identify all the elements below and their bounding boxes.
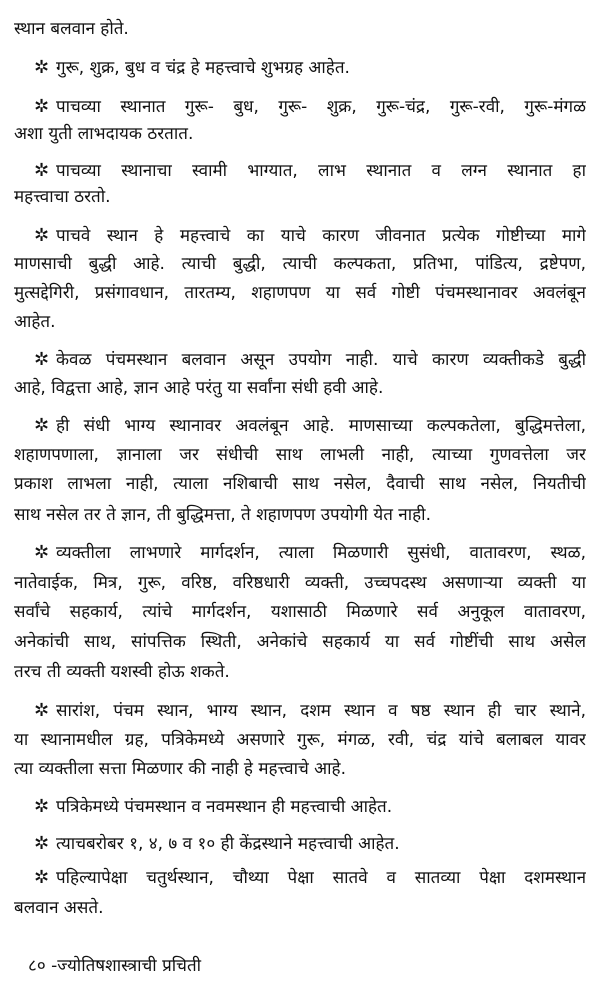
- star-bullet-icon: ✲: [34, 700, 50, 721]
- star-bullet-icon: ✲: [34, 542, 50, 563]
- text-line: शहाणपणाला, ज्ञानाला जर संधीची साथ लाभली नाही, त्याच्या गुणवत्तेला जर: [14, 445, 586, 465]
- book-title: -ज्योतिषशास्त्राची प्रचिती: [51, 956, 202, 976]
- star-bullet-icon: ✲: [34, 833, 50, 854]
- bullet-line: ✲ त्याचबरोबर १, ४, ७ व १० ही केंद्रस्थाने महत्त्वाची आहेत.: [34, 833, 400, 854]
- text-line: बलवान असते.: [14, 898, 104, 918]
- star-bullet-icon: ✲: [34, 57, 50, 78]
- text-line: तरच ती व्यक्ती यशस्वी होऊ शकते.: [14, 662, 230, 682]
- text-line: सर्वांचे सहकार्य, त्यांचे मार्गदर्शन, यशासाठी मिळणारे सर्व अनुकूल वातावरण,: [14, 602, 586, 622]
- text-line: माणसाची बुद्धी आहे. त्याची बुद्धी, त्याची कल्पकता, प्रतिभा, पांडित्य, द्रष्टेपण,: [14, 254, 586, 274]
- page-number: ८०: [28, 956, 46, 976]
- star-bullet-icon: ✲: [34, 160, 50, 181]
- text-line: आहेत.: [14, 312, 56, 332]
- text-line: महत्त्वाचा ठरतो.: [14, 187, 111, 207]
- text-line: अनेकांची साथ, सांपत्तिक स्थिती, अनेकांचे सहकार्य या सर्व गोष्टींची साथ असेल: [14, 632, 586, 652]
- star-bullet-icon: ✲: [34, 867, 50, 888]
- bullet-line: ✲ पहिल्यापेक्षा चतुर्थस्थान, चौथ्या पेक्षा सातवे व सातव्या पेक्षा दशमस्थान: [34, 867, 586, 888]
- page-footer: [28, 955, 201, 977]
- text-line: अशा युती लाभदायक ठरतात.: [14, 124, 194, 144]
- bullet-line: ✲ केवळ पंचमस्थान बलवान असून उपयोग नाही. याचे कारण व्यक्तीकडे बुद्धी: [34, 349, 586, 370]
- star-bullet-icon: ✲: [34, 415, 50, 436]
- text-line: नातेवाईक, मित्र, गुरू, वरिष्ठ, वरिष्ठधारी व्यक्ती, उच्चपदस्थ असणाऱ्या व्यक्ती या: [14, 573, 586, 593]
- bullet-line: ✲ पाचवे स्थान हे महत्त्वाचे का याचे कारण जीवनात प्रत्येक गोष्टीच्या मागे: [34, 225, 586, 246]
- text-line: आहे, विद्वत्ता आहे, ज्ञान आहे परंतु या सर्वांना संधी हवी आहे.: [14, 378, 384, 398]
- bullet-line: ✲ ही संधी भाग्य स्थानावर अवलंबून आहे. माणसाच्या कल्पकतेला, बुद्धिमत्तेला,: [34, 415, 586, 436]
- text-line: स्थान बलवान होते.: [14, 19, 129, 39]
- text-line: प्रकाश लाभला नाही, त्याला नशिबाची साथ नसेल, दैवाची साथ नसेल, नियतीची: [14, 474, 586, 494]
- text-line: या स्थानामधील ग्रह, पत्रिकेमध्ये असणारे गुरू, मंगळ, रवी, चंद्र यांचे बलाबल यावर: [14, 730, 586, 750]
- text-line: मुत्सद्देगिरी, प्रसंगावधान, तारतम्य, शहाणपण या सर्व गोष्टी पंचमस्थानावर अवलंबून: [14, 283, 586, 303]
- star-bullet-icon: ✲: [34, 96, 50, 117]
- text-line: साथ नसेल तर ते ज्ञान, ती बुद्धिमत्ता, ते शहाणपण उपयोगी येत नाही.: [14, 505, 431, 525]
- star-bullet-icon: ✲: [34, 349, 50, 370]
- bullet-line: ✲ व्यक्तीला लाभणारे मार्गदर्शन, त्याला मिळणारी सुसंधी, वातावरण, स्थळ,: [34, 542, 586, 563]
- bullet-line: ✲ गुरू, शुक्र, बुध व चंद्र हे महत्त्वाचे शुभग्रह आहेत.: [34, 57, 350, 78]
- bullet-line: ✲ पाचव्या स्थानाचा स्वामी भाग्यात, लाभ स्थानात व लग्न स्थानात हा: [34, 160, 586, 181]
- bullet-line: ✲ पत्रिकेमध्ये पंचमस्थान व नवमस्थान ही महत्त्वाची आहेत.: [34, 796, 393, 817]
- bullet-line: ✲ सारांश, पंचम स्थान, भाग्य स्थान, दशम स्थान व षष्ठ स्थान ही चार स्थाने,: [34, 700, 586, 721]
- star-bullet-icon: ✲: [34, 796, 50, 817]
- star-bullet-icon: ✲: [34, 225, 50, 246]
- bullet-line: ✲ पाचव्या स्थानात गुरू- बुध, गुरू- शुक्र, गुरू-चंद्र, गुरू-रवी, गुरू-मंगळ: [34, 96, 586, 117]
- text-line: त्या व्यक्तीला सत्ता मिळणार की नाही हे महत्त्वाचे आहे.: [14, 759, 346, 779]
